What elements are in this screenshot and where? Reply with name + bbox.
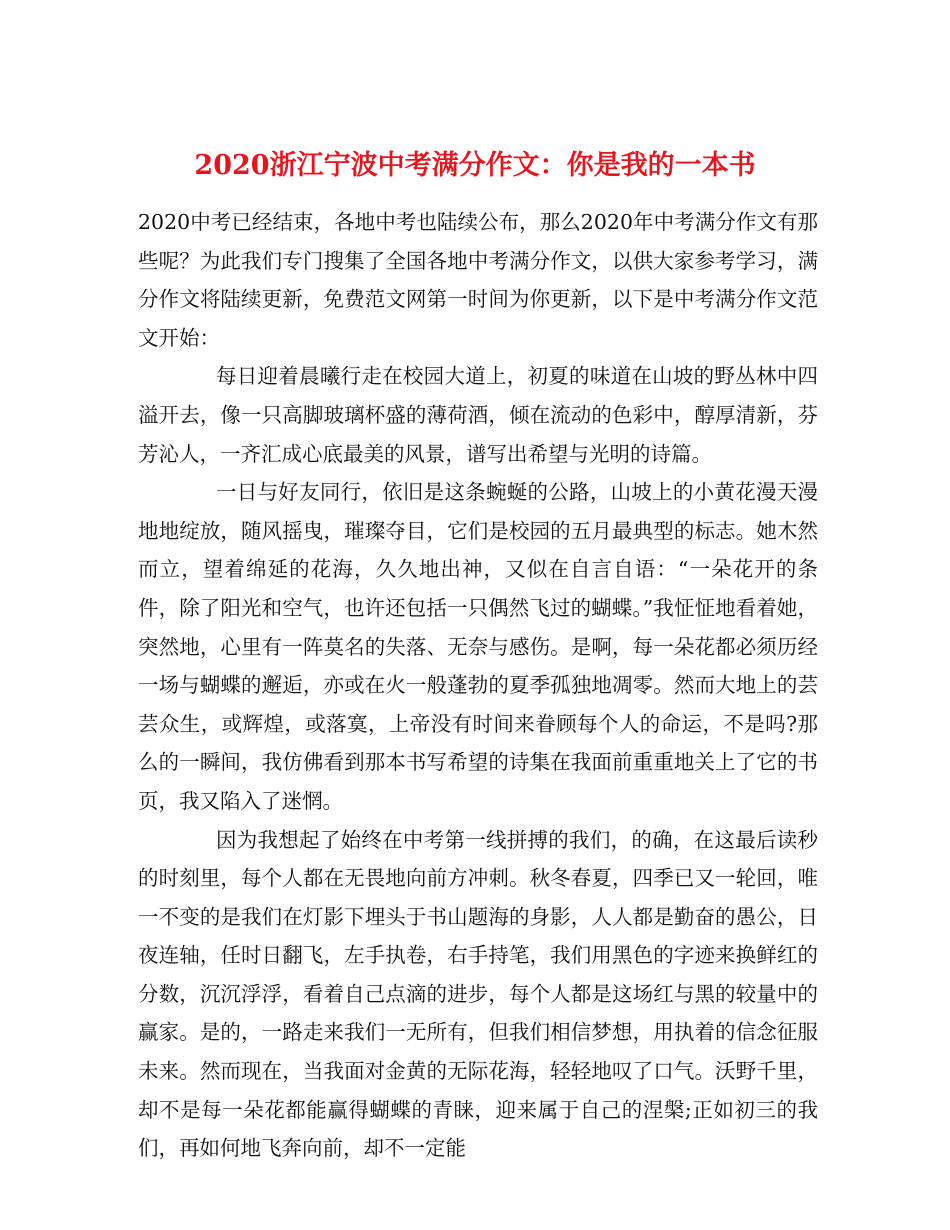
paragraph-2: 一日与好友同行，依旧是这条蜿蜒的公路，山坡上的小黄花漫天漫地地绽放，随风摇曳，璀璨夺目，它们是校园的五月最典型的标志。她木然而立，望着绵延的花海，久久地出神，又似在自言自语：“一朵花开的条件，除了阳光和空气，也许还包括一只偶然飞过的蝴蝶。”我怔怔地看着她，突然地，心里有一阵莫名的失落、无奈与感伤。是啊，每一朵花都必须历经一场与蝴蝶的邂逅，亦或在火一般蓬勃的夏季孤独地凋零。然而大地上的芸芸众生，或辉煌，或落寞，上帝没有时间来眷顾每个人的命运，不是吗?那么的一瞬间，我仿佛看到那本书写希望的诗集在我面前重重地关上了它的书页，我又陷入了迷惘。 <box>138 480 818 813</box>
paragraph-intro: 2020中考已经结束，各地中考也陆续公布，那么2020年中考满分作文有那些呢？为此我们专门搜集了全国各地中考满分作文，以供大家参考学习，满分作文将陆续更新，免费范文网第一时间为你更新，以下是中考满分作文范文开始： <box>138 210 818 350</box>
document-title: 2020浙江宁波中考满分作文：你是我的一本书 <box>194 150 756 182</box>
paragraph-3: 因为我想起了始终在中考第一线拼搏的我们，的确，在这最后读秒的时刻里，每个人都在无畏地向前方冲刺。秋冬春夏，四季已又一轮回，唯一不变的是我们在灯影下埋头于书山题海的身影，人人都是勤奋的愚公，日夜连轴，任时日翻飞，左手执卷，右手持笔，我们用黑色的字迹来换鲜红的分数，沉沉浮浮，看着自己点滴的进步，每个人都是这场红与黑的较量中的赢家。是的，一路走来我们一无所有，但我们相信梦想，用执着的信念征服未来。然而现在，当我面对金黄的无际花海，轻轻地叹了口气。沃野千里，却不是每一朵花都能赢得蝴蝶的青睐，迎来属于自己的涅槃;正如初三的我们，再如何地飞奔向前，却不一定能 <box>138 827 818 1161</box>
document-body <box>138 203 818 1168</box>
paragraph-1: 每日迎着晨曦行走在校园大道上，初夏的味道在山坡的野丛林中四溢开去，像一只高脚玻璃杯盛的薄荷酒，倾在流动的色彩中，醇厚清新，芬芳沁人，一齐汇成心底最美的风景，谱写出希望与光明的诗篇。 <box>138 364 818 466</box>
